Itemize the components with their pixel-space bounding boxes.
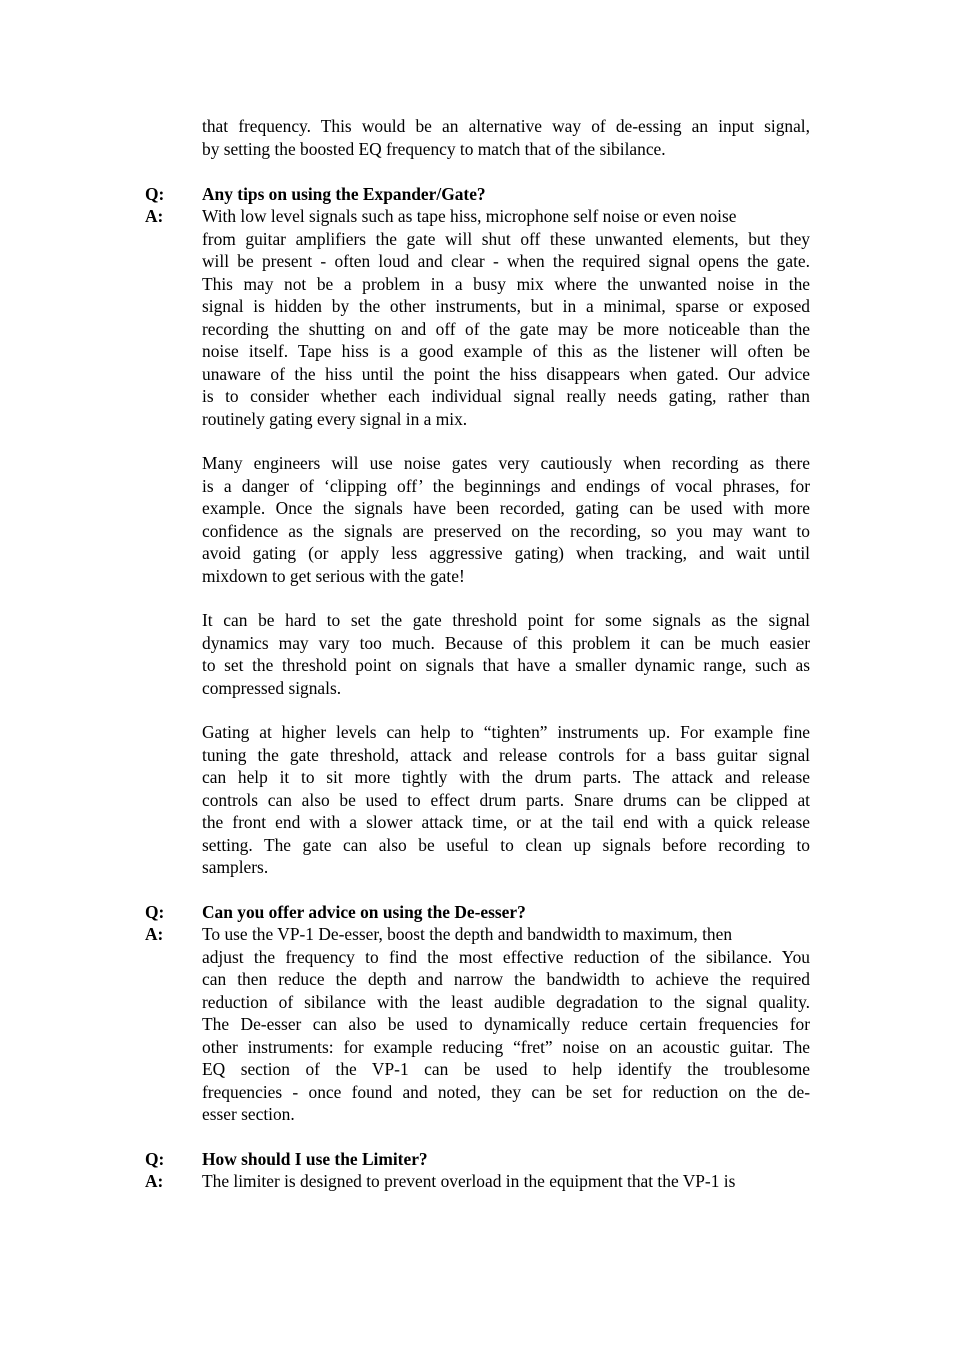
text-line: that frequency. This would be an alternative way of de-essing an input signal, [202,116,810,136]
paragraph [202,205,810,430]
text-line: reduction of sibilance with the least audible degradation to the signal quality. [202,991,810,1012]
text-line: from guitar amplifiers the gate will shut off these unwanted elements, but they [202,228,810,249]
text-line: compressed signals. [202,677,342,698]
text-line: recording the shutting on and off of the gate may be more noticeable than the [202,318,810,339]
question-heading: How should I use the Limiter? [202,1149,428,1169]
text-line: dynamics may vary too much. Because of this problem it can be much easier [202,632,810,653]
paragraph [202,721,810,879]
paragraph [202,452,810,587]
answer-marker: A: [145,206,164,226]
answer-paragraph [202,1170,810,1193]
text-line: esser section. [202,1104,295,1124]
question-heading: Any tips on using the Expander/Gate? [202,184,486,204]
text-line: controls can also be used to effect drum parts. Snare drums can be clipped at [202,789,810,810]
text-line: noise itself. Tape hiss is a good example of this as the listener will often be [202,341,810,361]
text-line: to set the threshold point on signals that have a smaller dynamic range, such as [202,655,810,675]
intro-paragraph [202,115,810,160]
text-line: can help it to sit more tightly with the drum parts. The attack and release [202,767,810,787]
text-line: avoid gating (or apply less aggressive gating) when tracking, and wait until [202,543,810,563]
question-heading: Can you offer advice on using the De-esser? [202,902,526,922]
answer-marker: A: [145,924,164,944]
text-line: other instruments: for example reducing “fret” noise on an acoustic guitar. The [202,1036,810,1057]
answer-paragraph [202,923,810,1126]
text-line: mixdown to get serious with the gate! [202,565,465,586]
answer-paragraph [202,205,810,430]
text-line: the front end with a slower attack time, or at the tail end with a quick release [202,812,810,832]
text-line: Gating at higher levels can help to “tighten” instruments up. For example fine [202,722,810,742]
text-line: example. Once the signals have been recorded, gating can be used with more [202,498,810,518]
paragraph [202,1170,810,1193]
paragraph [202,923,810,1126]
text-line: is to consider whether each individual signal really needs gating, rather than [202,386,810,406]
text-line: adjust the frequency to find the most effective reduction of the sibilance. You [202,946,810,967]
text-line: With low level signals such as tape hiss, microphone self noise or even noise [202,206,737,226]
paragraph [202,115,810,160]
text-line: EQ section of the VP-1 can be used to help identify the troublesome [202,1059,810,1079]
answer-paragraph [202,609,810,699]
answer-paragraph [202,452,810,587]
text-line: tuning the gate threshold, attack and release controls for a bass guitar signal [202,744,810,765]
paragraph [202,609,810,699]
text-line: can then reduce the depth and narrow the bandwidth to achieve the required [202,969,810,989]
text-line: setting. The gate can also be useful to clean up signals before recording to [202,834,810,855]
text-line: confidence as the signals are preserved on the recording, so you may want to [202,520,810,541]
question-marker: Q: [145,902,165,922]
text-line: The De-esser can also be used to dynamically reduce certain frequencies for [202,1014,810,1034]
text-line: frequencies - once found and noted, they can be set for reduction on the de- [202,1081,810,1102]
text-line: signal is hidden by the other instruments, but in a minimal, sparse or exposed [202,296,810,316]
text-line: routinely gating every signal in a mix. [202,408,468,429]
text-line: Many engineers will use noise gates very cautiously when recording as there [202,453,810,473]
text-line: To use the VP-1 De-esser, boost the depth and bandwidth to maximum, then [202,924,733,944]
answer-paragraph [202,721,810,879]
question-marker: Q: [145,1149,165,1169]
text-line: unaware of the hiss until the point the hiss disappears when gated. Our advice [202,363,810,384]
answer-marker: A: [145,1171,164,1191]
text-line: will be present - often loud and clear - when the required signal opens the gate. [202,251,810,271]
text-line: by setting the boosted EQ frequency to match that of the sibilance. [202,138,666,159]
text-line: samplers. [202,857,269,877]
text-line: It can be hard to set the gate threshold point for some signals as the signal [202,610,810,630]
text-line: is a danger of ‘clipping off’ the beginnings and endings of vocal phrases, for [202,475,810,496]
question-marker: Q: [145,184,165,204]
text-line: This may not be a problem in a busy mix where the unwanted noise in the [202,273,810,294]
text-line: The limiter is designed to prevent overload in the equipment that the VP-1 is [202,1171,736,1191]
